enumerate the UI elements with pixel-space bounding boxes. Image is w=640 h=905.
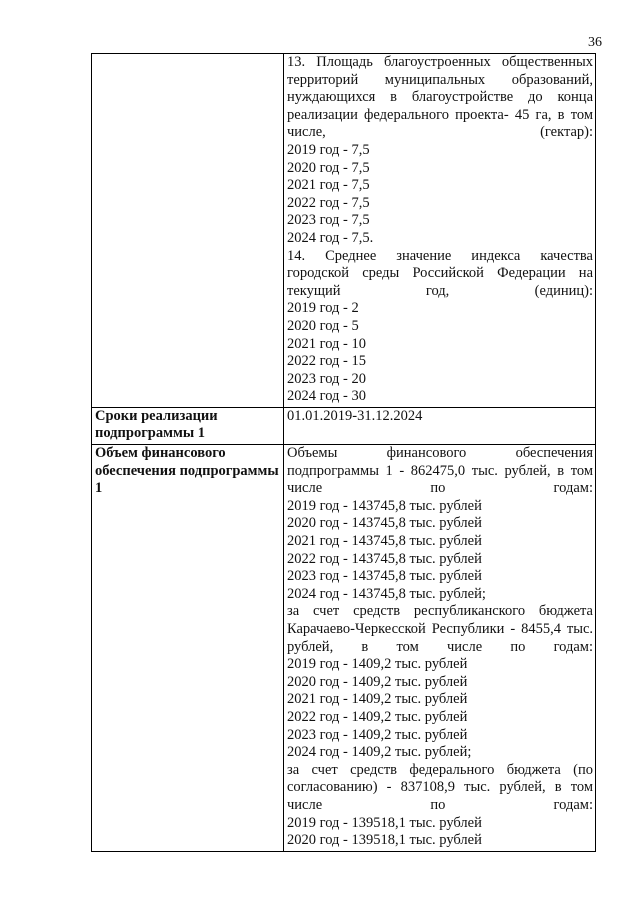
table-row	[92, 407, 596, 444]
page-number: 36	[588, 35, 602, 50]
row-content	[284, 407, 596, 444]
row-label	[92, 54, 284, 408]
year-value-line: 2019 год - 139518,1 тыс. рублей	[287, 814, 482, 831]
paragraph-text: 13. Площадь благоустроенных общественных территорий муниципальных образований, нуждающихся в благоустройстве до конца реализации федерального проекта- 45 га, в том числе, (гектар):	[287, 54, 593, 141]
year-value-line: 2022 год - 7,5	[287, 194, 370, 211]
year-value-line: 2021 год - 7,5	[287, 177, 370, 194]
year-value-line: 2022 год - 143745,8 тыс. рублей	[287, 550, 482, 567]
table-row	[92, 445, 596, 852]
year-value-line: 2023 год - 143745,8 тыс. рублей	[287, 568, 482, 585]
year-value-line: 01.01.2019-31.12.2024	[287, 407, 423, 424]
paragraph-text: Объемы финансового обеспечения подпрограммы 1 - 862475,0 тыс. рублей, в том числе по годам:	[287, 445, 593, 497]
year-value-line: 2021 год - 1409,2 тыс. рублей	[287, 691, 468, 708]
row-label: Объем финансового обеспечения подпрограммы 1	[92, 445, 284, 852]
year-value-line: 2023 год - 1409,2 тыс. рублей	[287, 726, 468, 743]
year-value-line: 2021 год - 143745,8 тыс. рублей	[287, 533, 482, 550]
year-value-line: 2024 год - 143745,8 тыс. рублей;	[287, 585, 486, 602]
year-value-line: 2024 год - 7,5.	[287, 229, 374, 246]
year-value-line: 2020 год - 7,5	[287, 159, 370, 176]
year-value-line: 2019 год - 1409,2 тыс. рублей	[287, 656, 468, 673]
year-value-line: 2024 год - 1409,2 тыс. рублей;	[287, 744, 472, 761]
paragraph-text: 14. Среднее значение индекса качества городской среды Российской Федерации на текущий год, (единиц):	[287, 247, 593, 299]
year-value-line: 2020 год - 5	[287, 317, 359, 334]
year-value-line: 2022 год - 1409,2 тыс. рублей	[287, 708, 468, 725]
year-value-line: 2023 год - 7,5	[287, 212, 370, 229]
year-value-line: 2019 год - 7,5	[287, 141, 370, 158]
row-content	[284, 54, 596, 408]
passport-table	[91, 53, 596, 852]
year-value-line: 2021 год - 10	[287, 335, 366, 352]
table-row	[92, 54, 596, 408]
row-content	[284, 445, 596, 852]
year-value-line: 2019 год - 2	[287, 300, 359, 317]
paragraph-text: за счет средств федерального бюджета (по согласованию) - 837108,9 тыс. рублей, в том числе по годам:	[287, 761, 593, 813]
year-value-line: 2022 год - 15	[287, 353, 366, 370]
year-value-line: 2020 год - 139518,1 тыс. рублей	[287, 832, 482, 849]
year-value-line: 2024 год - 30	[287, 388, 366, 405]
year-value-line: 2020 год - 1409,2 тыс. рублей	[287, 673, 468, 690]
paragraph-text: за счет средств республиканского бюджета Карачаево-Черкесской Республики - 8455,4 тыс. рублей, в том числе по годам:	[287, 603, 593, 655]
row-label: Сроки реализации подпрограммы 1	[92, 407, 284, 444]
year-value-line: 2019 год - 143745,8 тыс. рублей	[287, 497, 482, 514]
year-value-line: 2023 год - 20	[287, 370, 366, 387]
year-value-line: 2020 год - 143745,8 тыс. рублей	[287, 515, 482, 532]
